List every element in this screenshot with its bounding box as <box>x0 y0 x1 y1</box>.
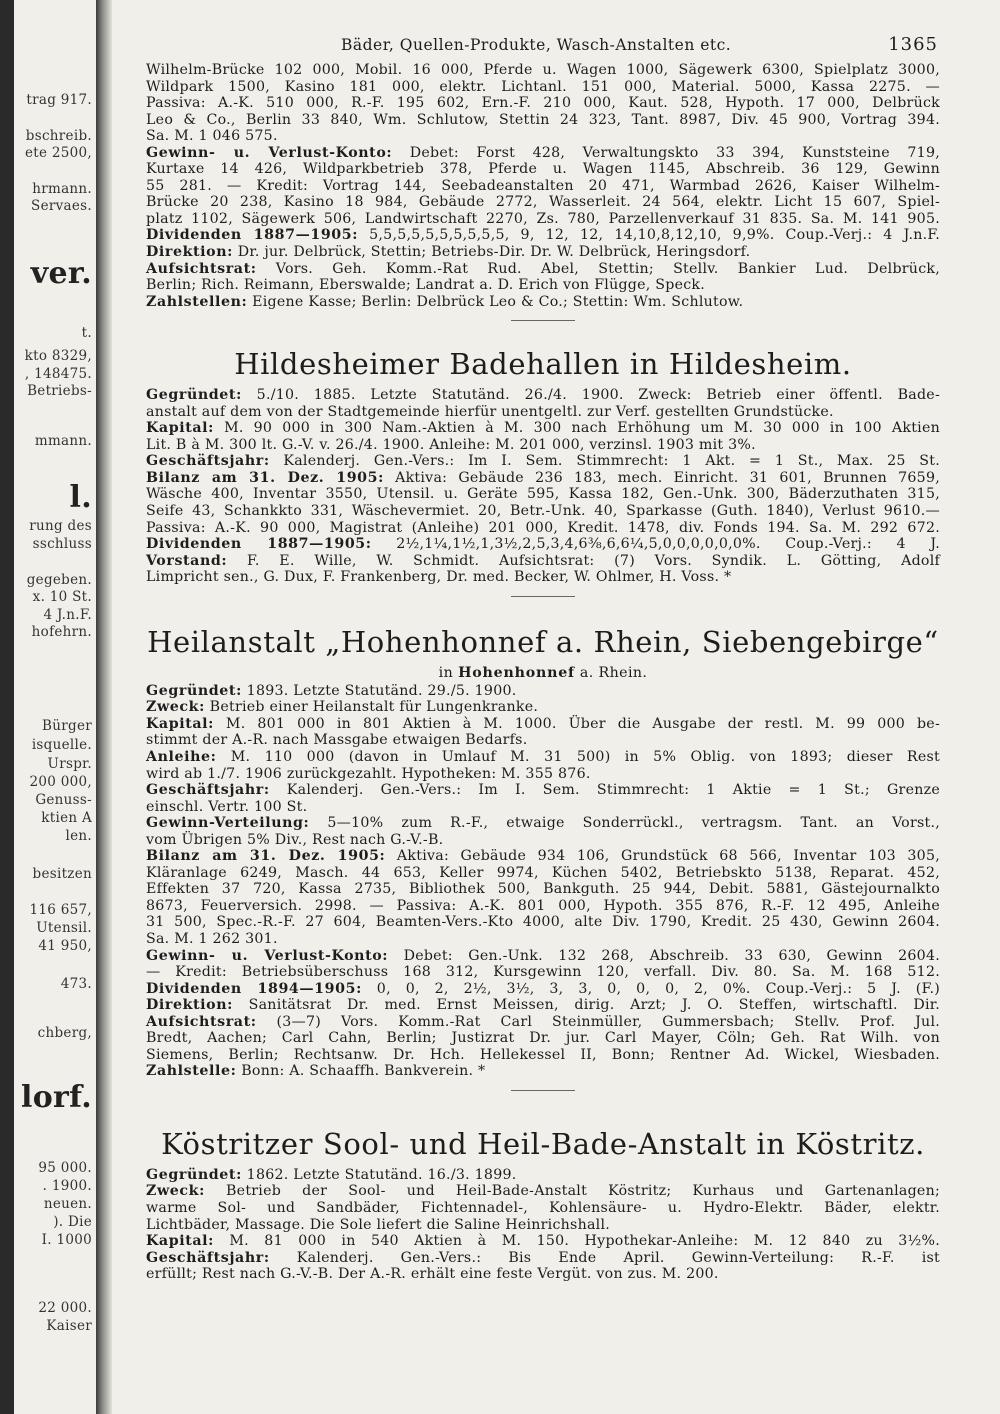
field-text: Limpricht sen., G. Dux, F. Frankenberg, Dr. med. Becker, W. Ohlmer, H. Voss. * <box>146 569 732 586</box>
text-line <box>146 881 940 898</box>
text-line <box>146 1047 940 1064</box>
location-prefix: in <box>438 664 459 681</box>
text-line <box>146 294 940 311</box>
text-line <box>146 277 940 294</box>
field-text: 55 281. — Kredit: Vortrag 144, Seebadeanstalten 20 471, Warmbad 2626, Kaiser Wilhelm- <box>146 177 940 194</box>
field-text: stimmt der A.-R. nach Massgabe etwaigen Bedarfs. <box>146 732 528 749</box>
field-label: Aufsichtsrat: <box>146 1013 257 1030</box>
field-text: Passiva: A.-K. 90 000, Magistrat (Anleihe) 201 000, Kredit. 1478, div. Fonds 194. Sa. M. 292 672. <box>146 519 940 536</box>
text-line <box>146 128 940 145</box>
text-line <box>146 848 940 865</box>
text-line <box>146 749 940 766</box>
field-text: 1862. Letzte Statutänd. 16./3. 1899. <box>241 1166 517 1183</box>
field-text: Sanitätsrat Dr. med. Ernst Meissen, dirig. Arzt; J. O. Steffen, wirtschaftl. Dir. <box>232 997 940 1014</box>
field-text: Kalenderj. Gen.-Vers.: Im I. Sem. Stimmrecht: 1 Akt. = 1 St., Max. 25 St. <box>269 453 940 470</box>
field-label: Gegründet: <box>146 682 242 699</box>
field-text: einschl. Vertr. 100 St. <box>146 798 308 815</box>
text-line <box>146 503 940 520</box>
field-label: Dividenden 1894—1905: <box>146 980 362 997</box>
margin-fragment: chberg, <box>37 1025 92 1041</box>
header-title: Bäder, Quellen-Produkte, Wasch-Anstalten etc. <box>341 36 732 54</box>
field-label: Gewinn-Verteilung: <box>146 815 310 832</box>
field-text: Brücke 20 238, Kasino 18 984, Gebäude 2772, Wasserleit. 24 564, elektr. Licht 15 607, Spiel- <box>146 194 940 211</box>
text-line <box>146 227 940 244</box>
field-label: Direktion: <box>146 997 233 1014</box>
margin-fragment: Bürger <box>42 718 92 734</box>
section-divider <box>511 596 575 597</box>
text-line <box>146 194 940 211</box>
margin-fragment: ). Die <box>53 1214 92 1230</box>
margin-fragment: ver. <box>30 256 92 291</box>
field-text: 2½,1¼,1½,1,3½,2,5,3,4,6⅜,6,6¼,5,0,0,0,0,0,0%. Coup.-Verj.: 4 J. <box>371 536 940 553</box>
field-label: Zahlstellen: <box>146 293 248 310</box>
book-gutter <box>96 0 112 1414</box>
text-line <box>146 1217 940 1234</box>
field-text: Sa. M. 1 262 301. <box>146 930 278 947</box>
margin-fragment: bschreib. <box>25 128 92 144</box>
text-line <box>146 145 940 162</box>
margin-fragment: 473. <box>60 976 92 992</box>
margin-fragment: besitzen <box>32 866 92 882</box>
text-line <box>146 470 940 487</box>
company-title: Köstritzer Sool- und Heil-Bade-Anstalt in Köstritz. <box>161 1126 925 1161</box>
margin-fragment: , 148475. <box>24 366 92 382</box>
field-label: Geschäftsjahr: <box>146 453 270 470</box>
field-text: warme Sol- und Sandbäder, Fichtennadel-, Kohlensäure- u. Hydro-Elektr. Bäder, elektr. <box>146 1199 940 1216</box>
text-line <box>146 520 940 537</box>
field-text: Lit. B à M. 300 lt. G.-V. v. 26./4. 1900. Anleihe: M. 201 000, verzinsl. 1903 mit 3%. <box>146 436 756 453</box>
field-label: Zweck: <box>146 699 205 716</box>
field-label: Zweck: <box>146 1183 205 1200</box>
text-line <box>146 981 940 998</box>
text-line <box>146 1030 940 1047</box>
margin-fragment: Utensil. <box>36 920 92 936</box>
margin-fragment: gegeben. <box>26 572 92 588</box>
margin-fragment: t. <box>81 325 92 341</box>
margin-fragment: Betriebs- <box>27 383 92 399</box>
text-line <box>146 964 940 981</box>
field-label: Aufsichtsrat: <box>146 260 257 277</box>
margin-fragment: len. <box>65 828 92 844</box>
margin-fragment: Genuss- <box>35 792 92 808</box>
company-location <box>146 665 940 681</box>
margin-fragment: mmann. <box>34 433 92 449</box>
field-label: Anleihe: <box>146 748 217 765</box>
field-label: Bilanz am 31. Dez. 1905: <box>146 848 386 865</box>
field-text: Debet: Forst 428, Verwaltungskto 33 394, Kunststeine 719, <box>392 144 940 161</box>
field-text: Eigene Kasse; Berlin: Delbrück Leo & Co.; Stettin: Wm. Schlutow. <box>247 293 744 310</box>
field-label: Kapital: <box>146 715 215 732</box>
field-text: Vors. Geh. Komm.-Rat Rud. Abel, Stettin; Stellv. Bankier Lud. Delbrück, <box>256 260 940 277</box>
field-text: 5—10% zum R.-F., etwaige Sonderrückl., vertragsm. Tant. an Vorst., <box>309 815 940 832</box>
company-entry-hohenhonnef <box>146 683 940 1080</box>
text-line <box>146 1250 940 1267</box>
field-text: Debet: Gen.-Unk. 132 268, Abschreib. 33 630, Gewinn 2604. <box>388 947 940 964</box>
text-line <box>146 437 940 454</box>
text-line <box>146 178 940 195</box>
text-line <box>146 1266 940 1283</box>
margin-fragment: kto 8329, <box>24 348 92 364</box>
margin-fragment: 22 000. <box>38 1300 92 1316</box>
field-label: Bilanz am 31. Dez. 1905: <box>146 469 384 486</box>
text-line <box>146 865 940 882</box>
margin-fragment: sschluss <box>32 536 92 552</box>
text-line <box>146 766 940 783</box>
field-text: Kurtaxe 14 426, Wildparkbetrieb 378, Pferde u. Wagen 1145, Abschreib. 36 129, Gewinn <box>146 161 940 178</box>
company-entry-koestritz <box>146 1167 940 1283</box>
field-text: Leo & Co., Berlin 33 840, Wm. Schlutow, Stettin 24 323, Tant. 8987, Div. 45 900, Vortrag 394. <box>146 111 940 128</box>
field-text: Bonn: A. Schaaffh. Bankverein. * <box>236 1063 486 1080</box>
text-line <box>146 79 940 96</box>
field-text: Seife 43, Schankkto 331, Wäschevermiet. 20, Betr.-Unk. 40, Sparkasse (Guth. 1840), Verlust 9610.— <box>146 503 940 520</box>
margin-fragment: ktien A <box>41 810 92 826</box>
margin-fragment: Servaes. <box>31 198 92 214</box>
text-line <box>146 699 940 716</box>
field-text: anstalt auf dem von der Stadtgemeinde hierfür unentgeltl. zur Verf. gestellten Grundstücke. <box>146 403 834 420</box>
margin-fragment: l. <box>69 480 92 515</box>
company-title: Hildesheimer Badehallen in Hildesheim. <box>234 347 852 382</box>
field-text: M. 801 000 in 801 Aktien à M. 1000. Über die Ausgabe der restl. M. 99 000 be- <box>214 715 940 732</box>
page-content <box>146 0 940 1283</box>
margin-fragment: 95 000. <box>38 1160 92 1176</box>
text-line <box>146 832 940 849</box>
field-text: erfüllt; Rest nach G.-V.-B. Der A.-R. erhält eine feste Vergüt. von zus. M. 200. <box>146 1266 719 1283</box>
text-line <box>146 1233 940 1250</box>
text-line <box>146 782 940 799</box>
text-line <box>146 569 940 586</box>
margin-fragment: lorf. <box>21 1080 92 1115</box>
margin-fragment: 4 J.n.F. <box>43 607 92 623</box>
field-text: vom Übrigen 5% Div., Rest nach G.-V.-B. <box>146 831 444 848</box>
field-text: platz 1102, Sägewerk 506, Landwirtschaft 2270, Zs. 780, Parzellenverkauf 31 835. Sa. M. 141 905. <box>146 210 940 227</box>
text-line <box>146 898 940 915</box>
field-text: Aktiva: Gebäude 934 106, Grundstück 68 566, Inventar 103 305, <box>385 848 940 865</box>
margin-fragment: 41 950, <box>38 938 92 954</box>
text-line <box>146 112 940 129</box>
field-text: Betrieb einer Heilanstalt für Lungenkranke. <box>204 699 539 716</box>
text-line <box>146 261 940 278</box>
text-line <box>146 1167 940 1184</box>
field-label: Direktion: <box>146 244 233 261</box>
margin-fragment: trag 917. <box>26 92 92 108</box>
text-line <box>146 486 940 503</box>
text-line <box>146 420 940 437</box>
margin-fragment: I. 1000 <box>41 1232 92 1248</box>
field-text: Kalenderj. Gen.-Vers.: Bis Ende April. Gewinn-Verteilung: R.-F. ist <box>269 1249 940 1266</box>
field-label: Geschäftsjahr: <box>146 1249 270 1266</box>
field-label: Dividenden 1887—1905: <box>146 227 359 244</box>
text-line <box>146 815 940 832</box>
text-line <box>146 1200 940 1217</box>
field-label: Gegründet: <box>146 1166 242 1183</box>
text-line <box>146 1183 940 1200</box>
text-line <box>146 387 940 404</box>
field-text: 1893. Letzte Statutänd. 29./5. 1900. <box>241 682 517 699</box>
field-text: Sa. M. 1 046 575. <box>146 128 278 145</box>
margin-fragment: Urspr. <box>47 756 92 772</box>
margin-fragment: 116 657, <box>29 902 92 918</box>
text-line <box>146 244 940 261</box>
text-line <box>146 161 940 178</box>
margin-fragment: 200 000, <box>29 774 92 790</box>
field-label: Zahlstelle: <box>146 1063 237 1080</box>
text-line <box>146 931 940 948</box>
text-line <box>146 404 940 421</box>
text-line <box>146 997 940 1014</box>
margin-fragment: hofehrn. <box>31 624 92 640</box>
page-number: 1365 <box>888 34 938 55</box>
text-line <box>146 1014 940 1031</box>
field-text: Dr. jur. Delbrück, Stettin; Betriebs-Dir. Dr. W. Delbrück, Heringsdorf. <box>232 244 751 261</box>
text-line <box>146 683 940 700</box>
text-line <box>146 799 940 816</box>
field-label: Gegründet: <box>146 387 242 404</box>
field-text: wird ab 1./7. 1906 zurückgezahlt. Hypotheken: M. 355 876. <box>146 765 591 782</box>
margin-fragment: neuen. <box>43 1196 92 1212</box>
field-text: 31 500, Spec.-R.-F. 27 604, Beamten-Vers.-Kto 4000, alte Div. 1790, Kredit. 25 430, Gewinn 2604. <box>146 914 940 931</box>
text-line <box>146 453 940 470</box>
text-line <box>146 1063 940 1080</box>
field-text: M. 90 000 in 300 Nam.-Aktien à M. 300 nach Erhöhung um M. 30 000 in 100 Aktien <box>214 420 940 437</box>
margin-fragment: . 1900. <box>42 1178 92 1194</box>
section-divider <box>511 320 575 321</box>
field-label: Kapital: <box>146 420 215 437</box>
field-text: Wilhelm-Brücke 102 000, Mobil. 16 000, Pferde u. Wagen 1000, Sägewerk 6300, Spielplatz 3000, <box>146 62 940 78</box>
text-line <box>146 914 940 931</box>
field-text: — Kredit: Betriebsüberschuss 168 312, Kursgewinn 120, verfall. Div. 80. Sa. M. 168 512. <box>146 964 940 981</box>
field-text: Bredt, Aachen; Carl Cahn, Berlin; Justizrat Dr. jur. Carl Mayer, Cöln; Geh. Rat Wilh. von <box>146 1030 940 1047</box>
field-label: Gewinn- u. Verlust-Konto: <box>146 947 389 964</box>
text-line <box>146 732 940 749</box>
field-text: Wildpark 1500, Kasino 181 000, elektr. Lichtanl. 151 000, Material. 5000, Kassa 2275. — <box>146 78 940 95</box>
field-label: Geschäftsjahr: <box>146 782 270 799</box>
field-text: 5./10. 1885. Letzte Statutänd. 26./4. 1900. Zweck: Betrieb einer öffentl. Bade- <box>241 387 940 404</box>
section-divider <box>511 1090 575 1091</box>
field-label: Kapital: <box>146 1233 215 1250</box>
field-label: Vorstand: <box>146 552 228 569</box>
location-name: Hohenhonnef <box>458 664 575 681</box>
margin-fragment: isquelle. <box>31 737 92 753</box>
field-text: Siemens, Berlin; Rechtsanw. Dr. Hch. Hellekessel II, Bonn; Rentner Ad. Wickel, Wiesbaden. <box>146 1046 940 1063</box>
field-text: 5,5,5,5,5,5,5,5,5,5, 9, 12, 12, 14,10,8,12,10, 9,9%. Coup.-Verj.: 4 J.n.F. <box>358 227 940 244</box>
margin-fragment: hrmann. <box>32 181 92 197</box>
field-text: (3—7) Vors. Komm.-Rat Carl Steinmüller, Gummersbach; Stellv. Prof. Jul. <box>256 1013 940 1030</box>
text-line <box>146 536 940 553</box>
field-text: M. 81 000 in 540 Aktien à M. 150. Hypothekar-Anleihe: M. 12 840 zu 3½%. <box>214 1233 940 1250</box>
company-title: Heilanstalt „Hohenhonnef a. Rhein, Siebengebirge“ <box>147 624 939 659</box>
field-text: Aktiva: Gebäude 236 183, mech. Einricht. 31 601, Brunnen 7659, <box>383 469 940 486</box>
field-text: F. E. Wille, W. Schmidt. Aufsichtsrat: (7) Vors. Syndik. L. Götting, Adolf <box>227 552 940 569</box>
field-text: Berlin; Rich. Reimann, Eberswalde; Landrat a. D. Erich von Flügge, Speck. <box>146 277 706 294</box>
left-page-margin <box>0 70 96 1410</box>
margin-fragment: rung des <box>29 518 92 534</box>
field-text: Kalenderj. Gen.-Vers.: Im I. Sem. Stimmrecht: 1 Aktie = 1 St.; Grenze <box>269 782 940 799</box>
text-line <box>146 948 940 965</box>
margin-fragment: Kaiser <box>46 1318 92 1334</box>
running-header <box>146 0 940 62</box>
text-line <box>146 62 940 79</box>
location-suffix: a. Rhein. <box>574 664 648 681</box>
field-text: 8673, Feuerversich. 2998. — Passiva: A.-K. 801 000, Hypoth. 355 876, R.-F. 12 495, Anleihe <box>146 897 940 914</box>
text-line <box>146 95 940 112</box>
margin-fragment: ete 2500, <box>24 145 92 161</box>
field-text: M. 110 000 (davon in Umlauf M. 31 500) in 5% Oblig. von 1893; dieser Rest <box>216 748 940 765</box>
field-text: Wäsche 400, Inventar 3550, Utensil. u. Geräte 595, Kassa 182, Gen.-Unk. 300, Bäderzuthaten 315, <box>146 486 940 503</box>
margin-fragment: x. 10 St. <box>32 589 92 605</box>
field-label: Gewinn- u. Verlust-Konto: <box>146 144 393 161</box>
field-text: Lichtbäder, Massage. Die Sole liefert die Saline Heinrichshall. <box>146 1216 611 1233</box>
company-entry-hildesheim <box>146 387 940 586</box>
field-text: Kläranlage 6249, Masch. 44 653, Keller 9974, Küchen 5402, Betriebskto 5138, Reparat. 452, <box>146 864 940 881</box>
text-line <box>146 716 940 733</box>
text-line <box>146 553 940 570</box>
field-text: Passiva: A.-K. 510 000, R.-F. 195 602, Ern.-F. 210 000, Kaut. 528, Hypoth. 17 000, Delbrück <box>146 95 940 112</box>
field-label: Dividenden 1887—1905: <box>146 536 372 553</box>
field-text: 0, 0, 2, 2½, 3½, 3, 3, 0, 0, 0, 2, 0%. Coup.-Verj.: 5 J. (F.) <box>361 980 940 997</box>
section-continued-entry <box>146 62 940 310</box>
field-text: Effekten 37 720, Kassa 2735, Bibliothek 500, Bankguth. 25 944, Debit. 5881, Gästejournalkto <box>146 881 940 898</box>
field-text: Betrieb der Sool- und Heil-Bade-Anstalt Köstritz; Kurhaus und Gartenanlagen; <box>204 1183 940 1200</box>
text-line <box>146 211 940 228</box>
